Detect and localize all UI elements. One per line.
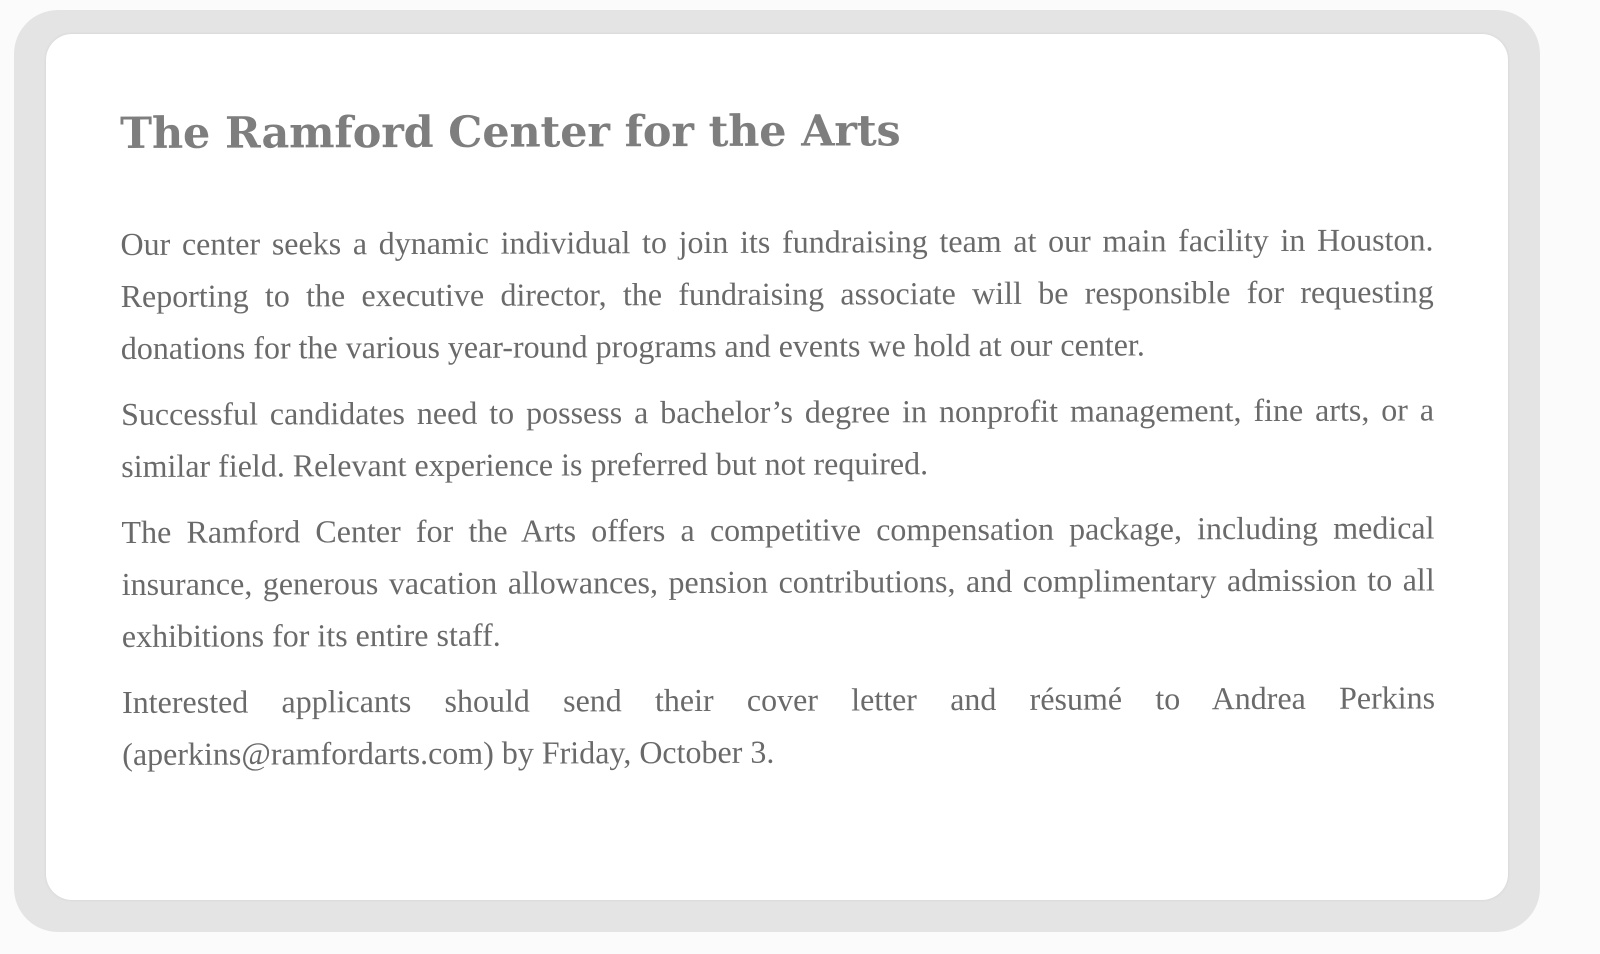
- paragraph-application-instructions: Interested applicants should send their cover letter and résumé to Andrea Perkins (aperkins@ramfordarts.com) by Friday, October 3.: [122, 679, 1436, 772]
- paragraph-position-description: Our center seeks a dynamic individual to join its fundraising team at our main facility in Houston. Reporting to the executive director, the fundraising associate will be responsible for requesting donations for the various year-round programs and events we hold at our center.: [120, 221, 1434, 366]
- paragraph-qualifications: Successful candidates need to possess a bachelor’s degree in nonprofit management, fine arts, or a similar field. Relevant experience is preferred but not required.: [121, 391, 1435, 484]
- notice-content: [120, 99, 1435, 794]
- notice-title: The Ramford Center for the Arts: [120, 106, 901, 159]
- paragraph-benefits: The Ramford Center for the Arts offers a competitive compensation package, including medical insurance, generous vacation allowances, pension contributions, and complimentary admission to all exhibitions for its entire staff.: [121, 509, 1435, 654]
